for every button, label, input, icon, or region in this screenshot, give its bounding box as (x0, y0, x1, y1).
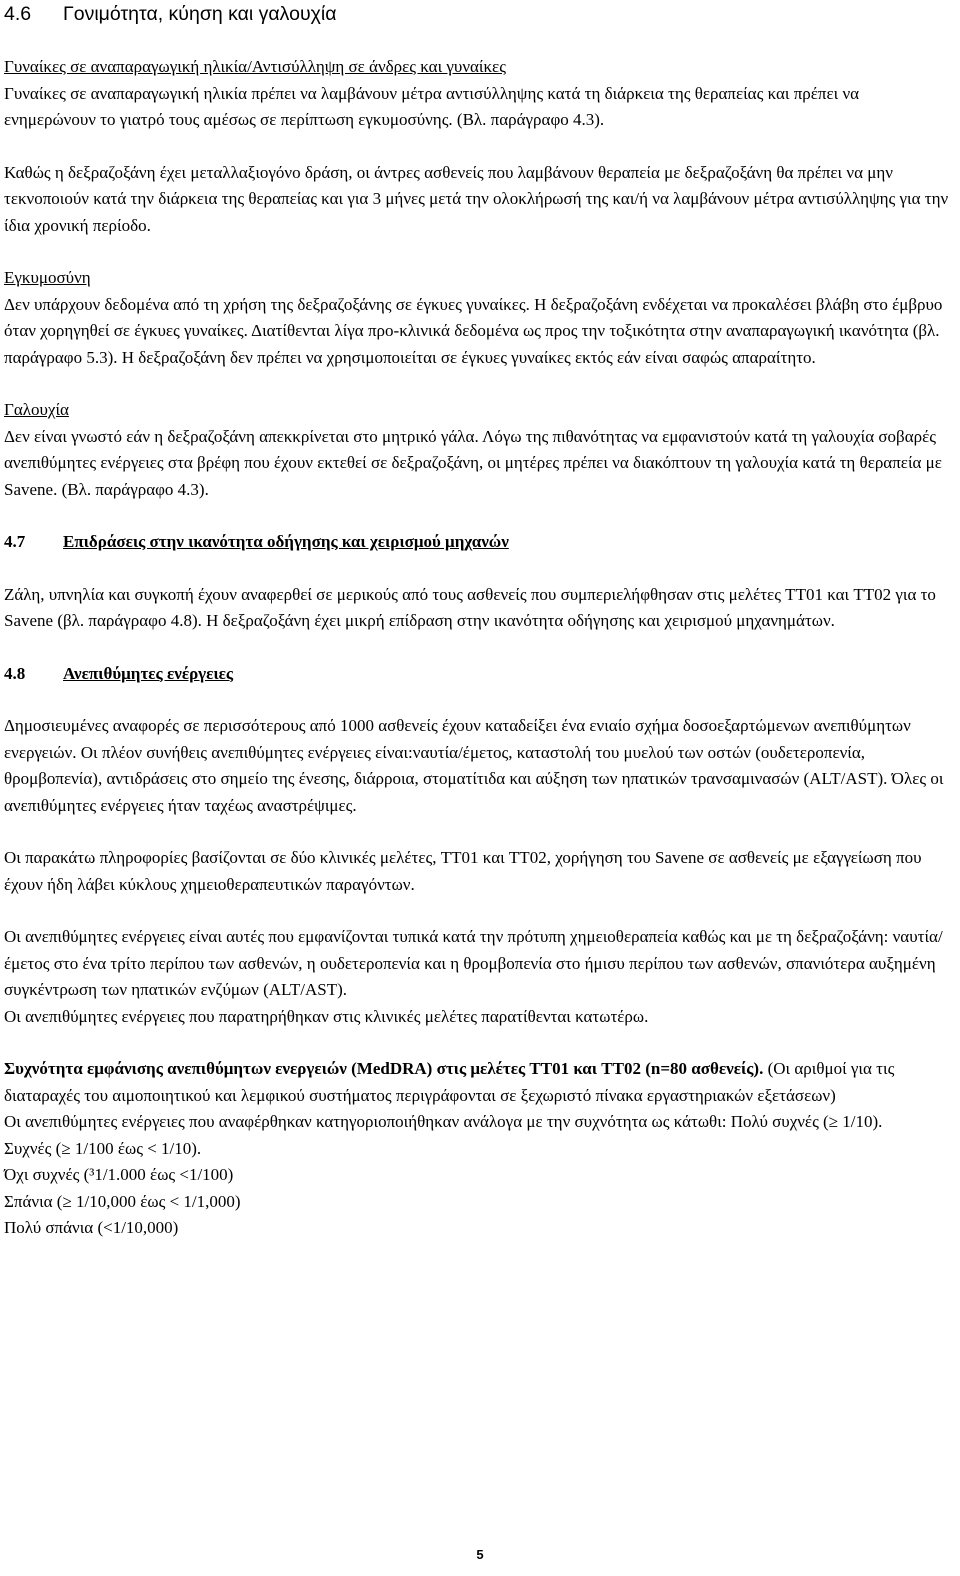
section-4-8-heading (4, 661, 950, 688)
section-title: Επιδράσεις στην ικανότητα οδήγησης και χειρισμού μηχανών (63, 532, 509, 551)
section-title: Ανεπιθύμητες ενέργειες (63, 663, 234, 683)
adverse-paragraph-4: Οι ανεπιθύμητες ενέργειες που παρατηρήθηκαν στις κλινικές μελέτες παρατίθενται κατωτέρω. (4, 1006, 649, 1026)
section-number: 4.6 (4, 3, 32, 25)
frequency-intro: Οι ανεπιθύμητες ενέργειες που αναφέρθηκαν κατηγοριοποιήθηκαν ανάλογα με την συχνότητα ως κάτωθι: Πολύ συχνές (≥ 1/10). (4, 1112, 883, 1131)
adverse-paragraph-2: Οι παρακάτω πληροφορίες βασίζονται σε δύο κλινικές μελέτες, TT01 και TT02, χορήγηση του Savene σε ασθενείς με εξαγγείωση που έχουν ήδη λάβει κύκλους χημειοθεραπευτικών παραγόντων. (4, 848, 922, 894)
adverse-paragraph-1: Δημοσιευμένες αναφορές σε περισσότερους από 1000 ασθενείς έχουν καταδείξει ένα ενιαίο σχήμα δοσοεξαρτώμενων ανεπιθύμητων ενεργειών. Οι πλέον συνήθεις ανεπιθύμητες ενέργειες είναι:ναυτία/έμετος, καταστολή του μυελού των οστών (ουδετεροπενία, θρομβοπενία), αντιδράσεις στο σημείο της ένεσης, διάρροια, στοματίτιδα και αύξηση των ηπατικών τρανσαμινασών (ALT/AST). Όλες οι ανεπιθύμητες ενέργειες ήταν ταχέως αναστρέψιμες. (4, 716, 944, 815)
page-number: 5 (476, 1547, 484, 1562)
lactation-heading: Γαλουχία (4, 400, 69, 419)
contraception-text: Γυναίκες σε αναπαραγωγική ηλικία πρέπει να λαμβάνουν μέτρα αντισύλληψης κατά τη διάρκεια της θεραπείας και πρέπει να ενημερώνουν το γιατρό τους αμέσως σε περίπτωση εγκυμοσύνης. (Βλ. παράγραφο 4.3). (4, 83, 860, 129)
driving-text: Ζάλη, υπνηλία και συγκοπή έχουν αναφερθεί σε μερικούς από τους ασθενείς που συμπεριελήφθησαν στις μελέτες TT01 και TT02 για το Savene (βλ. παράγραφο 4.8). Η δεξραζοξάνη έχει μικρή επίδραση στην ικανότητα οδήγησης και χειρισμού μηχανημάτων. (4, 584, 936, 630)
frequency-heading-bold: Συχνότητα εμφάνισης ανεπιθύμητων ενεργειών (MedDRA) στις μελέτες TT01 και TT02 (n=80 ασθενείς). (4, 1059, 764, 1078)
section-number: 4.8 (4, 663, 26, 683)
frequency-very-rare: Πολύ σπάνια (<1/10,000) (4, 1218, 179, 1237)
contraception-men-text: Καθώς η δεξραζοξάνη έχει μεταλλαξιογόνο δράση, οι άντρες ασθενείς που λαμβάνουν θεραπεία με δεξραζοξάνη θα πρέπει να μην τεκνοποιούν κατά την διάρκεια της θεραπείας και για 3 μήνες μετά την ολοκλήρωσή της και/ή να λαμβάνουν μέτρα αντισύλληψης για την ίδια χρονική περίοδο. (4, 162, 949, 235)
frequency-uncommon: Όχι συχνές (³1/1.000 έως <1/100) (4, 1165, 234, 1184)
pregnancy-heading: Εγκυμοσύνη (4, 268, 91, 287)
section-number: 4.7 (4, 532, 26, 551)
frequency-heading (4, 1056, 950, 1109)
section-title: Γονιμότητα, κύηση και γαλουχία (63, 3, 337, 25)
contraception-heading: Γυναίκες σε αναπαραγωγική ηλικία/Αντισύλληψη σε άνδρες και γυναίκες (4, 57, 506, 76)
section-4-6-heading (4, 0, 950, 28)
adverse-paragraph-3: Οι ανεπιθύμητες ενέργειες είναι αυτές που εμφανίζονται τυπικά κατά την πρότυπη χημειοθεραπεία καθώς και με τη δεξραζοξάνη: ναυτία/έμετος στο ένα τρίτο περίπου των ασθενών, η ουδετεροπενία και η θρομβοπενία στο ήμισυ περίπου των ασθενών, σπανιότερα αυξημένη συγκέντρωση των ηπατικών ενζύμων (ALT/AST). (4, 927, 943, 999)
pregnancy-text: Δεν υπάρχουν δεδομένα από τη χρήση της δεξραζοξάνης σε έγκυες γυναίκες. Η δεξραζοξάνη ενδέχεται να προκαλέσει βλάβη στο έμβρυο όταν χορηγηθεί σε έγκυες γυναίκες. Διατίθενται λίγα προ-κλινικά δεδομένα ως προς την τοξικότητα στην αναπαραγωγική ικανότητα (βλ. παράγραφο 5.3). Η δεξραζοξάνη δεν πρέπει να χρησιμοποιείται σε έγκυες γυναίκες εκτός εάν είναι σαφώς απαραίτητο. (4, 294, 943, 367)
frequency-rare: Σπάνια (≥ 1/10,000 έως < 1/1,000) (4, 1191, 241, 1211)
section-4-7-heading (4, 529, 950, 556)
frequency-heading-note: (Οι αριθμοί για τις διαταραχές του αιμοποιητικού και λεμφικού συστήματος περιγράφονται σε ξεχωριστό πίνακα εργαστηριακών εξετάσεων) (4, 1059, 895, 1105)
frequency-common: Συχνές (≥ 1/100 έως < 1/10). (4, 1138, 202, 1158)
lactation-text: Δεν είναι γνωστό εάν η δεξραζοξάνη απεκκρίνεται στο μητρικό γάλα. Λόγω της πιθανότητας να εμφανιστούν κατά τη γαλουχία σοβαρές ανεπιθύμητες ενέργειες στα βρέφη που έχουν εκτεθεί σε δεξραζοξάνη, οι μητέρες πρέπει να διακόπτουν τη γαλουχία κατά τη θεραπεία με Savene. (Βλ. παράγραφο 4.3). (4, 426, 942, 499)
